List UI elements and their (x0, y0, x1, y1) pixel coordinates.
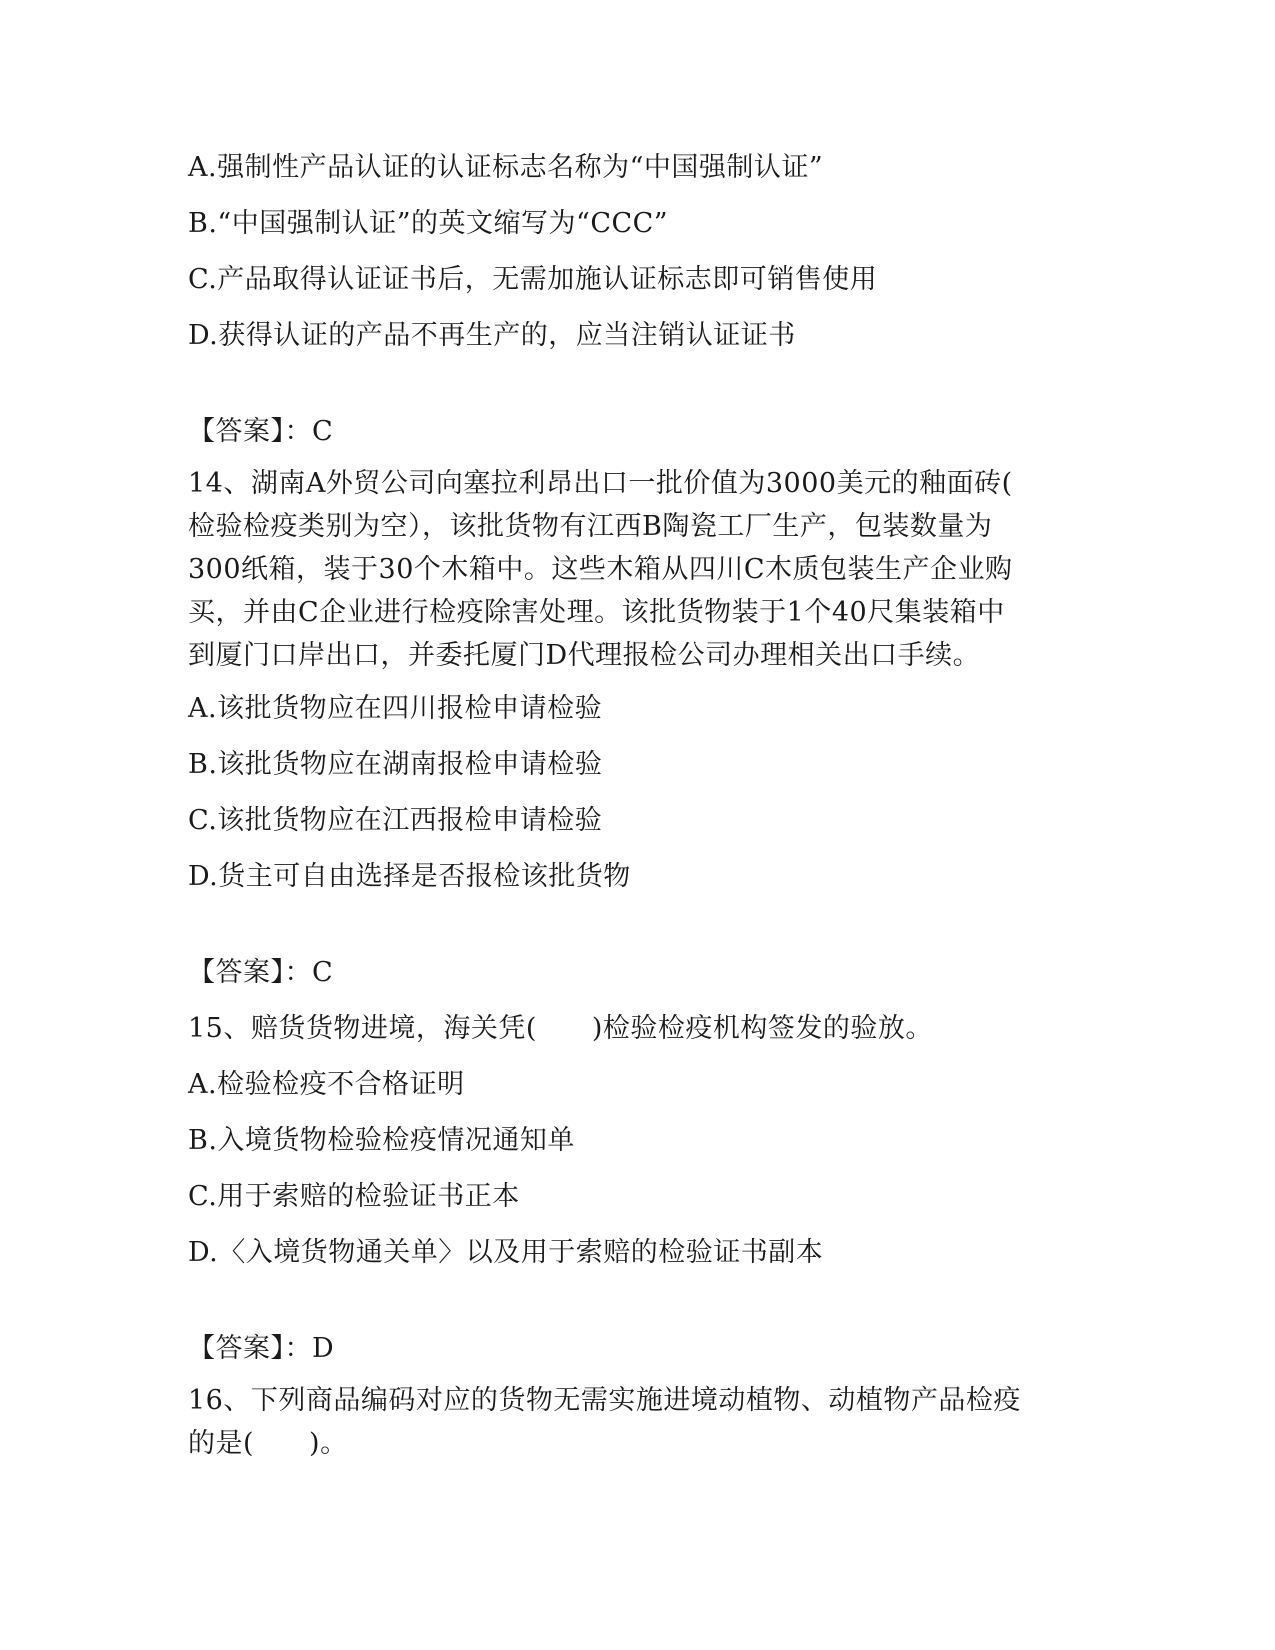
q14-question (188, 462, 1088, 677)
document-page (188, 140, 1088, 1465)
q15-option-c: C.用于索赔的检验证书正本 (188, 1181, 520, 1212)
q15-options (188, 1057, 1088, 1281)
q13-option-a: A.强制性产品认证的认证标志名称为“中国强制认证” (188, 152, 824, 183)
q16-question (188, 1379, 1088, 1465)
q14-options (188, 681, 1088, 905)
q16-line-2: 的是( )。 (188, 1428, 348, 1459)
q14-line-3: 300纸箱，装于30个木箱中。这些木箱从四川C木质包装生产企业购 (188, 554, 1013, 585)
q15-option-b: B.入境货物检验检疫情况通知单 (188, 1125, 575, 1156)
q14-option-b: B.该批货物应在湖南报检申请检验 (188, 749, 603, 780)
q14-line-4: 买，并由C企业进行检疫除害处理。该批货物装于1个40尺集装箱中 (188, 597, 1005, 628)
q15-option-a: A.检验检疫不合格证明 (188, 1069, 465, 1100)
q14-line-2: 检验检疫类别为空），该批货物有江西B陶瓷工厂生产，包装数量为 (188, 511, 993, 542)
q13-option-b: B.“中国强制认证”的英文缩写为“CCC” (188, 208, 669, 239)
q15-question: 15、赔货货物进境，海关凭( )检验检疫机构签发的验放。 (188, 1013, 933, 1044)
q16-line-1: 16、下列商品编码对应的货物无需实施进境动植物、动植物产品检疫 (188, 1385, 1021, 1416)
q14-option-c: C.该批货物应在江西报检申请检验 (188, 805, 603, 836)
q15-option-d: D.〈入境货物通关单〉以及用于索赔的检验证书副本 (188, 1237, 824, 1268)
q13-option-d: D.获得认证的产品不再生产的，应当注销认证证书 (188, 320, 796, 351)
q13-answer: 【答案】：C (188, 416, 334, 447)
q14-option-d: D.货主可自由选择是否报检该批货物 (188, 861, 631, 892)
q14-answer: 【答案】：C (188, 957, 334, 988)
q13-options (188, 140, 1088, 364)
q13-option-c: C.产品取得认证证书后，无需加施认证标志即可销售使用 (188, 264, 878, 295)
q14-line-1: 14、湖南A外贸公司向塞拉利昂出口一批价值为3000美元的釉面砖( (188, 468, 1013, 499)
q15-answer: 【答案】：D (188, 1333, 335, 1364)
q14-option-a: A.该批货物应在四川报检申请检验 (188, 693, 603, 724)
q14-line-5: 到厦门口岸出口，并委托厦门D代理报检公司办理相关出口手续。 (188, 640, 981, 671)
